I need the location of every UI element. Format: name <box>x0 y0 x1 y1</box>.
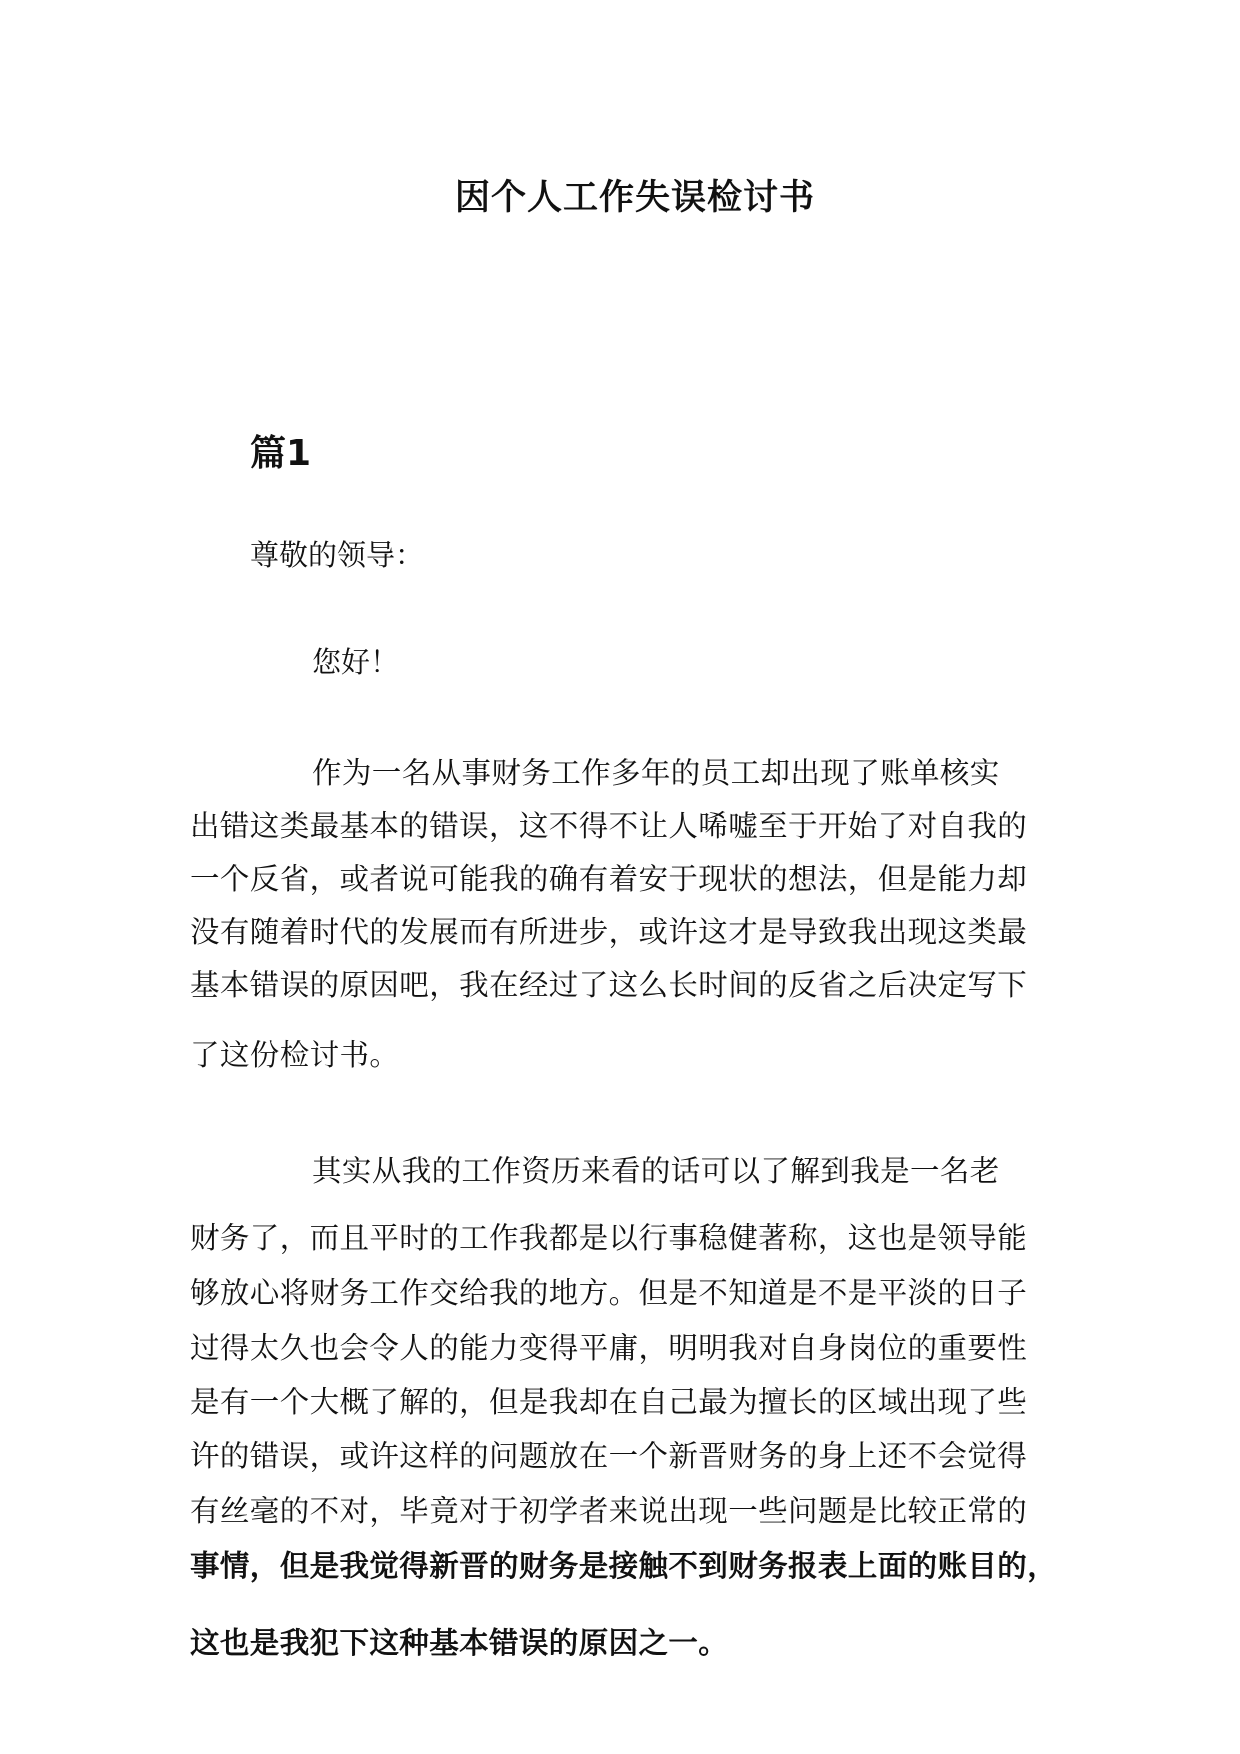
paragraph1-line: 基本错误的原因吧，我在经过了这么长时间的反省之后决定写下 <box>190 968 1028 1002</box>
salutation: 尊敬的领导： <box>250 538 425 572</box>
document-title: 因个人工作失误检讨书 <box>454 178 815 218</box>
paragraph2-line: 是有一个大概了解的，但是我却在自己最为擅长的区域出现了些 <box>190 1385 1028 1419</box>
paragraph1-line: 作为一名从事财务工作多年的员工却出现了账单核实 <box>312 756 1000 790</box>
paragraph1-line: 没有随着时代的发展而有所进步，或许这才是导致我出现这类最 <box>190 915 1028 949</box>
paragraph2-line: 有丝毫的不对，毕竟对于初学者来说出现一些问题是比较正常的 <box>190 1494 1028 1528</box>
paragraph2-line: 其实从我的工作资历来看的话可以了解到我是一名老 <box>312 1154 1000 1188</box>
paragraph2-line-bold: 这也是我犯下这种基本错误的原因之一。 <box>190 1626 729 1660</box>
paragraph1-line: 出错这类最基本的错误，这不得不让人唏嘘至于开始了对自我的 <box>190 809 1028 843</box>
greeting: 您好！ <box>312 645 400 679</box>
paragraph1-line: 了这份检讨书。 <box>190 1038 400 1072</box>
paragraph2-line-bold: 事情，但是我觉得新晋的财务是接触不到财务报表上面的账目的， <box>190 1549 1058 1583</box>
paragraph2-line: 许的错误，或许这样的问题放在一个新晋财务的身上还不会觉得 <box>190 1439 1028 1473</box>
section-heading: 篇1 <box>250 433 312 474</box>
paragraph1-line: 一个反省，或者说可能我的确有着安于现状的想法，但是能力却 <box>190 862 1028 896</box>
paragraph2-line: 过得太久也会令人的能力变得平庸，明明我对自身岗位的重要性 <box>190 1331 1028 1365</box>
paragraph2-line: 财务了，而且平时的工作我都是以行事稳健著称，这也是领导能 <box>190 1221 1028 1255</box>
paragraph2-line: 够放心将财务工作交给我的地方。但是不知道是不是平淡的日子 <box>190 1276 1028 1310</box>
